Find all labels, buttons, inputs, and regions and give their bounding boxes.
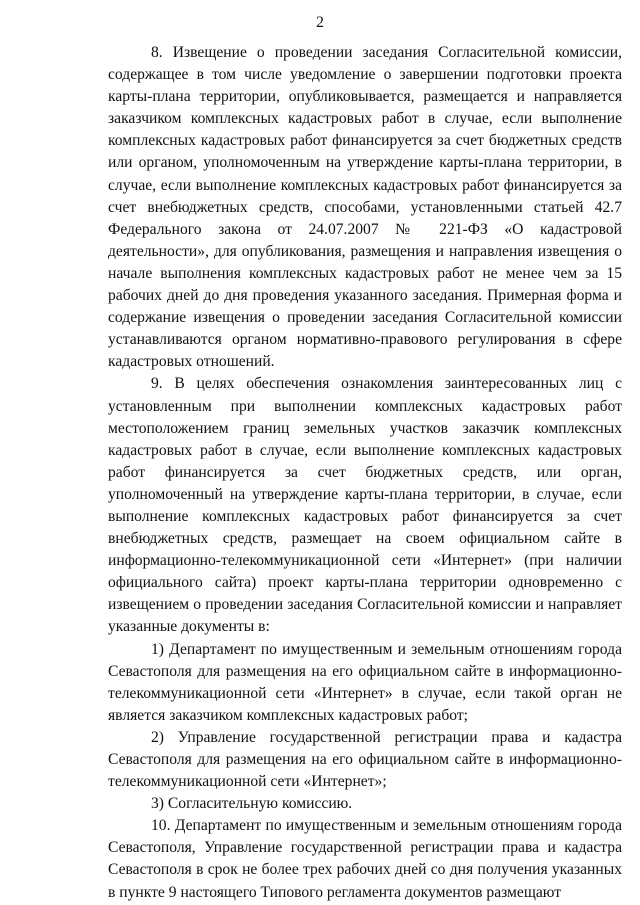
page-number: 2 [316,14,324,31]
document-body [108,42,622,904]
paragraph-9: 9. В целях обеспечения ознакомления заинтересованных лиц с установленным при выполнении комплексных кадастровых работ местоположением границ земельных участков заказчик комплексных кадастровых работ в случае, если выполнение комплексных кадастровых работ финансируется за счет бюджетных средств, или орган, уполномоченный на утверждение карты-плана территории, в случае, если выполнение комплексных кадастровых работ финансируется за счет внебюджетных средств, размещает на своем официальном сайте в информационно-телекоммуникационной сети «Интернет» (при наличии официального сайта) проект карты-плана территории одновременно с извещением о проведении заседания Согласительной комиссии и направляет указанные документы в: [108,375,622,636]
list-item-3: 3) Согласительную комиссию. [151,795,353,813]
paragraph-8: 8. Извещение о проведении заседания Согласительной комиссии, содержащее в том числе уведомление о завершении подготовки проекта карты-плана территории, опубликовывается, размещается и направляется заказчиком комплексных кадастровых работ в случае, если выполнение комплексных кадастровых работ финансируется за счет бюджетных средств или органом, уполномоченным на утверждение карты-плана территории, в случае, если выполнение комплексных кадастровых работ финансируется за счет внебюджетных средств, способами, установленными статьей 42.7 Федерального закона от 24.07.2007 № 221-ФЗ «О кадастровой деятельности», для опубликования, размещения и направления извещения о начале выполнения комплексных кадастровых работ не менее чем за 15 рабочих дней до дня проведения указанного заседания. Примерная форма и содержание извещения о проведении заседания Согласительной комиссии устанавливаются органом нормативно-правового регулирования в сфере кадастровых отношений. [108,44,622,371]
list-item-2: 2) Управление государственной регистрации права и кадастра Севастополя для размещения на его официальном сайте в информационно-телекоммуникационной сети «Интернет»; [108,728,622,791]
paragraph-10: 10. Департамент по имущественным и земельным отношениям города Севастополя, Управление государственной регистрации права и кадастра Севастополя в срок не более трех рабочих дней со дня получения указанных в пункте 9 настоящего Типового регламента документов размещают [108,817,622,901]
list-item-1: 1) Департамент по имущественным и земельным отношениям города Севастополя для размещения на его официальном сайте в информационно-телекоммуникационной сети «Интернет» в случае, если такой орган не является заказчиком комплексных кадастровых работ; [108,640,622,724]
